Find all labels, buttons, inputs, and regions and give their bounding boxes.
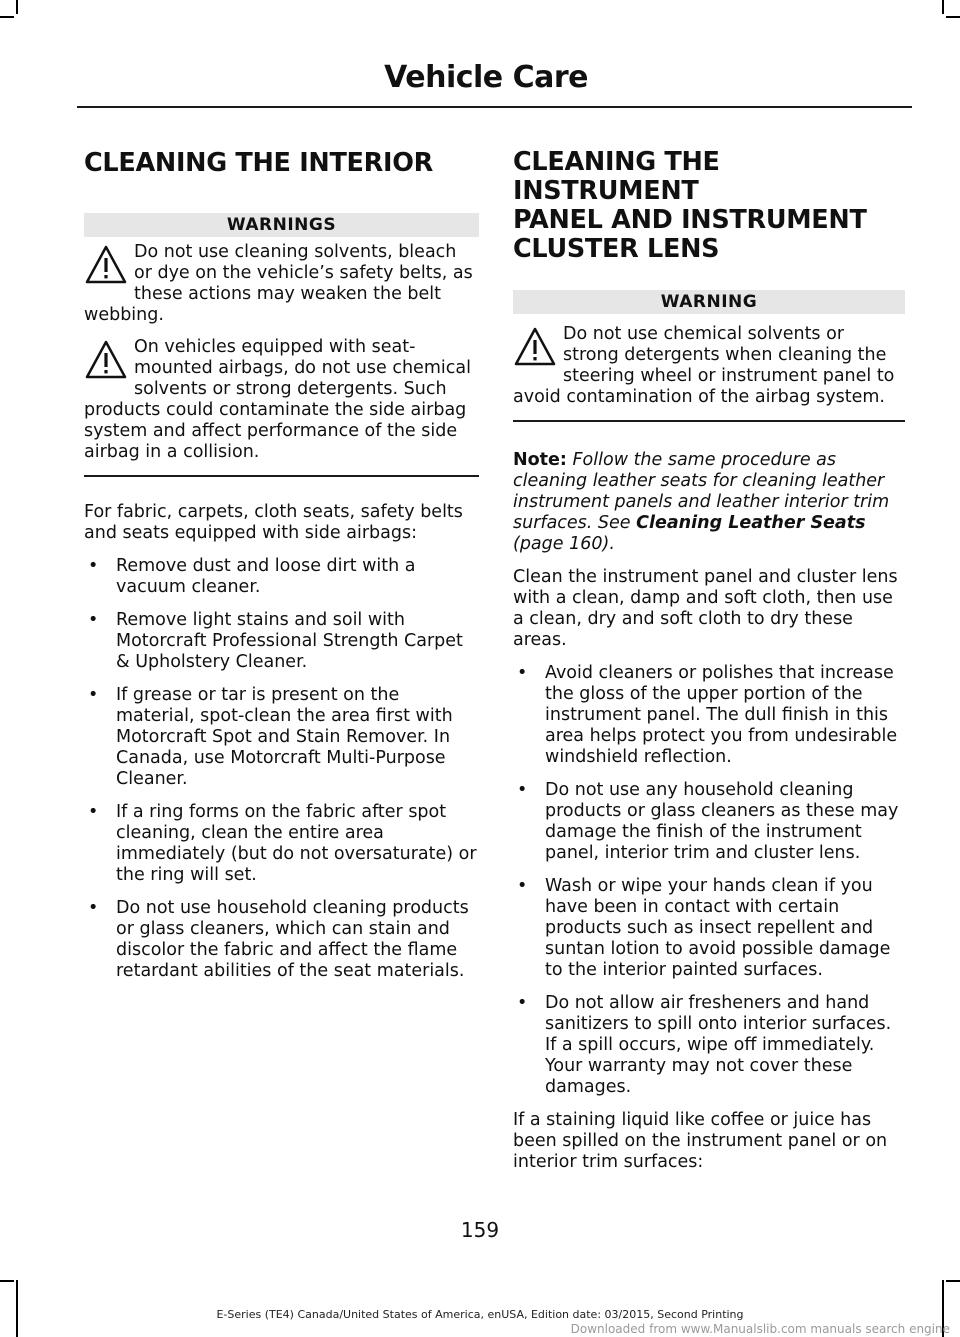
warning-item xyxy=(84,337,479,463)
warning-triangle-icon xyxy=(513,326,557,368)
warning-item xyxy=(513,324,905,408)
page-reference: (page 160). xyxy=(513,534,615,554)
left-bullet-list xyxy=(84,556,479,982)
warning-box xyxy=(513,290,905,422)
heading-line: CLEANING THE INSTRUMENT xyxy=(513,147,720,206)
list-item: • If a ring forms on the fabric after spot cleaning, clean the entire area immediately (but do not oversaturate) or the ring will set. xyxy=(84,802,479,886)
list-item: • Do not use any household cleaning products or glass cleaners as these may damage the finish of the instrument panel, interior trim and cluster lens. xyxy=(513,780,905,864)
right-column xyxy=(513,140,905,1173)
list-item: • Wash or wipe your hands clean if you have been in contact with certain products such as insect repellent and suntan lotion to avoid possible damage to the interior painted surfaces. xyxy=(513,876,905,981)
header-rule xyxy=(77,106,912,108)
note-label: Note: xyxy=(513,450,567,470)
list-item: • Remove dust and loose dirt with a vacuum cleaner. xyxy=(84,556,479,598)
clean-paragraph: Clean the instrument panel and cluster lens with a clean, damp and soft cloth, then use a clean, dry and soft cloth to dry these areas. xyxy=(513,567,898,650)
watermark: Downloaded from www.Manualslib.com manuals search engine xyxy=(570,1322,950,1336)
list-item: • Remove light stains and soil with Motorcraft Professional Strength Carpet & Upholstery Cleaner. xyxy=(84,610,479,673)
heading-line: CLUSTER LENS xyxy=(513,234,720,264)
right-heading xyxy=(513,148,905,264)
page-number: 159 xyxy=(460,1218,500,1242)
cross-reference-link[interactable]: Cleaning Leather Seats xyxy=(636,513,866,533)
list-item: • Do not allow air fresheners and hand sanitizers to spill onto interior surfaces. If a spill occurs, wipe off immediately. Your warranty may not cover these damages. xyxy=(513,993,905,1098)
warning-text: On vehicles equipped with seat-mounted airbags, do not use chemical solvents or strong detergents. Such products could contaminate the side airbag system and affect performance of the side airbag in a collision. xyxy=(84,337,471,462)
warnings-header: WARNINGS xyxy=(84,213,479,237)
warning-rule xyxy=(513,420,905,422)
list-item: • Avoid cleaners or polishes that increase the gloss of the upper portion of the instrument panel. The dull finish in this area helps protect you from undesirable windshield reflection. xyxy=(513,663,905,768)
warnings-box xyxy=(84,213,479,477)
intro-paragraph: For fabric, carpets, cloth seats, safety belts and seats equipped with side airbags: xyxy=(84,502,463,543)
crop-mark xyxy=(946,1280,960,1282)
left-column xyxy=(84,140,479,994)
list-item: • Do not use household cleaning products or glass cleaners, which can stain and discolor the fabric and affect the flame retardant abilities of the seat materials. xyxy=(84,898,479,982)
warning-triangle-icon xyxy=(84,244,128,286)
warning-item xyxy=(84,242,479,326)
crop-mark xyxy=(0,16,14,18)
right-bullet-list xyxy=(513,663,905,1098)
list-item: • If grease or tar is present on the material, spot-clean the area first with Motorcraft Spot and Stain Remover. In Canada, use Motorcraft Multi-Purpose Cleaner. xyxy=(84,685,479,790)
crop-mark xyxy=(942,0,944,14)
crop-mark xyxy=(946,16,960,18)
footer-text: E-Series (TE4) Canada/United States of America, enUSA, Edition date: 03/2015, Second Printing xyxy=(216,1308,744,1321)
warning-triangle-icon xyxy=(84,339,128,381)
note-paragraph xyxy=(513,450,905,555)
warning-header: WARNING xyxy=(513,290,905,314)
crop-mark xyxy=(16,0,18,14)
warning-text: Do not use cleaning solvents, bleach or dye on the vehicle’s safety belts, as these actions may weaken the belt webbing. xyxy=(84,242,473,325)
heading-line: PANEL AND INSTRUMENT xyxy=(513,205,867,235)
staining-paragraph: If a staining liquid like coffee or juice has been spilled on the instrument panel or on interior trim surfaces: xyxy=(513,1110,888,1172)
warning-text: Do not use chemical solvents or strong detergents when cleaning the steering wheel or instrument panel to avoid contamination of the airbag system. xyxy=(513,324,895,407)
warnings-rule xyxy=(84,475,479,477)
left-heading: CLEANING THE INTERIOR xyxy=(84,148,433,178)
note-text: Follow the same procedure as cleaning leather seats for cleaning leather instrument panels and leather interior trim surfaces. See xyxy=(513,450,890,533)
section-title: Vehicle Care xyxy=(384,60,588,95)
crop-mark xyxy=(0,1280,14,1282)
